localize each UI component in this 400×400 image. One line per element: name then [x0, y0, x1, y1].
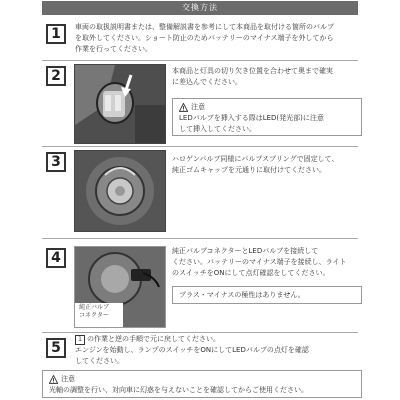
step-2-line-2: に差込んでください。: [172, 78, 242, 86]
step-5-line-1-text: の作業と逆の手順で元に戻してください。: [87, 335, 220, 343]
step-1-line-2: を取外してください。ショート防止のためバッテリーのマイナス端子を外してから: [75, 34, 334, 42]
warning-triangle-icon: [49, 375, 58, 384]
step-5-caution-box: [42, 370, 362, 398]
step-3-photo: [74, 150, 166, 232]
step-5-line-3: してください。: [75, 357, 124, 365]
caution-title: 注意: [191, 103, 205, 111]
step-3-line-2: 純正ゴムキャップを元通りに取付けてください。: [172, 166, 326, 174]
caution-line-1: LEDバルブを挿入する際はLED(発光部)に注意: [179, 114, 324, 122]
step-number-1: 1: [46, 24, 66, 44]
divider: [42, 60, 358, 61]
caution-line-2: して挿入してください。: [179, 125, 256, 133]
step-5-text: [75, 334, 365, 367]
step-4-polarity-note: [172, 286, 362, 304]
divider: [42, 238, 358, 239]
caution-title: 注意: [61, 375, 75, 383]
section-header: 交換方法: [42, 1, 358, 15]
step-4-photo: [74, 246, 166, 328]
step-2-photo: [74, 64, 166, 144]
step-2-caution-box: [172, 98, 362, 136]
step-number-5: 5: [46, 338, 66, 358]
polarity-note-text: プラス・マイナスの極性はありません。: [179, 291, 305, 299]
divider: [42, 332, 358, 333]
connector-label: [79, 304, 109, 320]
step-3-text: [172, 154, 372, 176]
caution-line-1: 光軸の調整を行い、対向車に幻惑を与えないことを確認してからご使用ください。: [49, 386, 308, 394]
step-1-text: [75, 22, 365, 55]
step-2-line-1: 本商品と灯具の切り欠き位置を合わせて奥まで確実: [172, 67, 333, 75]
step-2-text: [172, 66, 372, 88]
step-1-line-1: 車両の取扱説明書または、整備解説書を参考にして本商品を取付ける箇所のバルブ: [75, 23, 334, 31]
step-3-line-1: ハロゲンバルブ同様にバルブスプリングで固定して、: [172, 155, 339, 163]
step-4-line-2: ください。バッテリーのマイナス端子を接続し、ライト: [172, 258, 347, 266]
step-number-2: 2: [46, 66, 66, 86]
connector-label-line-2: コネクター: [79, 312, 109, 319]
step-4-line-1: 純正バルブコネクターとLEDバルブを接続して: [172, 247, 319, 255]
warning-triangle-icon: [179, 103, 188, 112]
step-4-line-3: のスイッチをONにして点灯確認をしてください。: [172, 269, 330, 277]
step-number-3: 3: [46, 152, 66, 172]
step-ref-box: 1: [75, 335, 85, 345]
step-1-line-3: 作業を行ってください。: [75, 45, 152, 53]
divider: [42, 146, 358, 147]
connector-label-line-1: 純正バルブ: [79, 304, 110, 311]
step-4-text: [172, 246, 382, 279]
step-5-line-1: [75, 334, 365, 345]
step-number-4: 4: [46, 248, 66, 268]
step-5-line-2: エンジンを始動し、ランプのスイッチをONにしてLEDバルブの点灯を確認: [75, 346, 309, 354]
